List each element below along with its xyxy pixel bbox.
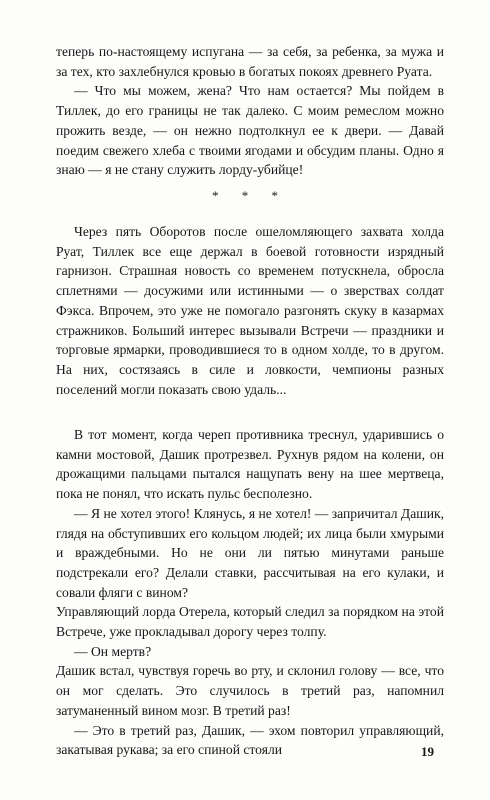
paragraph: Дашик встал, чувствуя горечь во рту, и склонил голову — все, что он мог сделать. Это случилось в третий раз, напомнил затуманенный вином мозг. В третий раз! xyxy=(56,663,444,718)
paragraph: — Это в третий раз, Дашик, — эхом повторил управляющий, закатывая рукава; за его спиной стояли xyxy=(56,722,444,758)
page-number: 19 xyxy=(421,744,434,759)
paragraph: — Я не хотел этого! Клянусь, я не хотел! — запричитал Дашик, глядя на обступивших его кольцом людей; их лица были хмурыми и враждебными. Но не они ли пятью минутами раньше подстрекали его? Делали ставки, рассчитывая на его кулаки, и совали фляги с вином? xyxy=(56,505,444,600)
paragraph: теперь по-настоящему испугана — за себя, за ребенка, за мужа и за тех, кто захлебнулся кровью в богатых покоях древнего Руата. xyxy=(56,44,444,79)
text-section-part1 xyxy=(56,42,444,180)
paragraph: — Что мы можем, жена? Что нам остается? Мы пойдем в Тиллек, до его границы не так далеко. С моим ремеслом можно прожить везде, — он нежно подтолкнул ее к двери. — Давай поедим свежего хлеба с твоими ягодами и обсудим планы. Одно я знаю — я не стану служить лорду-убийце! xyxy=(56,83,444,178)
paragraph: Управляющий лорда Отерела, который следил за порядком на этой Встрече, уже прокладывал дорогу через толпу. xyxy=(56,604,444,640)
text-section-part2 xyxy=(56,222,444,399)
paragraph: В тот момент, когда череп противника треснул, ударившись о камни мостовой, Дашик протрезвел. Рухнув рядом на колени, он дрожащими пальцами пытался нащупать вену на шее мертвеца, пока не понял, что искать пульс бесполезно. xyxy=(56,427,444,502)
paragraph: — Он мертв? xyxy=(74,643,152,659)
section-separator: * * * xyxy=(212,188,288,203)
text-section-part3 xyxy=(56,425,444,760)
paragraph: Через пять Оборотов после ошеломляющего захвата холда Руат, Тиллек все еще держал в боевой готовности изрядный гарнизон. Страшная новость со временем потускнела, обросла сплетнями — досужими или истинными — о зверствах солдат Фэкса. Впрочем, это уже не помогало разгонять скуку в казармах стражников. Больший интерес вызывали Встречи — праздники и торговые ярмарки, проводившиеся то в одном холде, то в другом. На них, состязаясь в силе и ловкости, чемпионы разных поселений могли показать свою удаль... xyxy=(56,224,444,397)
